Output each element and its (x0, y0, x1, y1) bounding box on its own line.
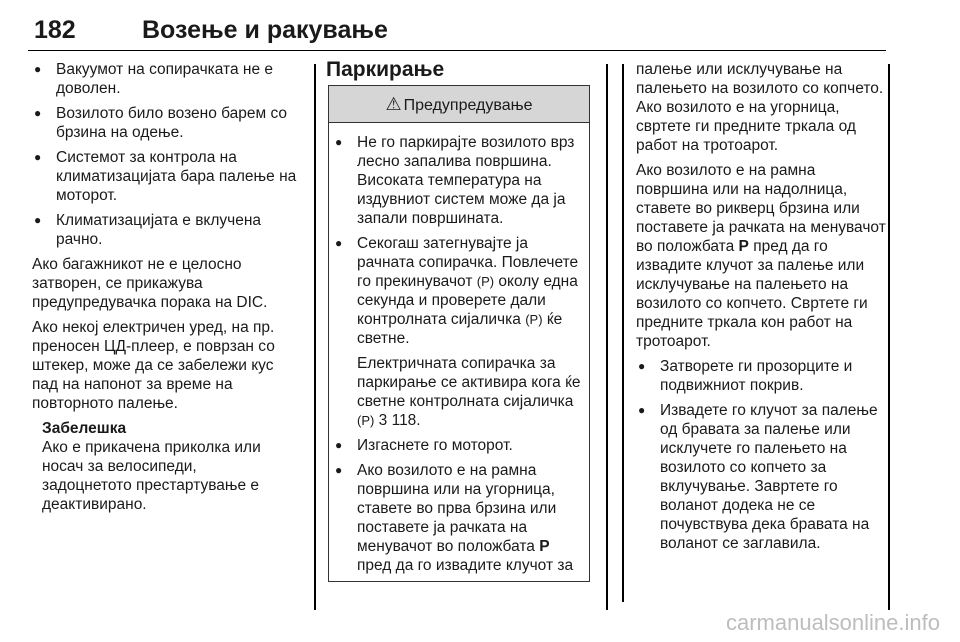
watermark: carmanualsonline.info (725, 610, 940, 635)
page-number: 182 (34, 16, 76, 44)
warning-title: Предупредување (403, 97, 533, 114)
column-divider (606, 64, 608, 610)
column-left (32, 60, 300, 514)
parking-brake-icon: (P) (357, 413, 375, 428)
column-divider (314, 64, 316, 610)
list-item: ● Системот за контрола на климатизацијата бара палење на моторот. (32, 148, 300, 205)
chapter-title: Возење и ракување (142, 16, 388, 44)
list-item: ● Секогаш затегнувајте ја рачната сопирачка. Повлечете го прекинувачот (P) околу една секунда и проверете дали контролната сијаличка (P) ќе светне. (333, 234, 583, 348)
note-line: Ако е прикачена приколка или носач за велосипеди, (42, 439, 261, 475)
column-middle (328, 60, 590, 582)
warning-body (329, 123, 589, 575)
note-title: Забелешка (42, 420, 127, 437)
list-item: ● Вакуумот на сопирачката не е доволен. (32, 60, 300, 98)
column-divider (622, 64, 624, 602)
list-item: ● Ако возилото е на рамна површина или на угорница, ставете во прва брзина или поставете ја рачката на менувачот во положбата P пред да го извадите клучот за (333, 461, 583, 575)
column-divider (888, 64, 890, 610)
warning-header (329, 86, 589, 123)
list-item: ● Изгаснете го моторот. (333, 436, 583, 455)
paragraph: Ако некој електричен уред, на пр. преносен ЦД-плеер, е поврзан со штекер, може да се забележи кус пад на напонот за време на повторното палење. (32, 319, 275, 412)
page-header (28, 14, 886, 51)
list-item: ● Не го паркирајте возилото врз лесно запалива површина. Високата температура на издувниот систем може да ја запали површината. (333, 133, 583, 228)
list-item: ● Климатизацијата е вклучена рачно. (32, 211, 300, 249)
paragraph: Ако багажникот не е целосно затворен, се прикажува предупредувачка порака на DIC. (32, 256, 268, 311)
paragraph: Ако возилото е на рамна површина или на надолница, ставете во рикверц брзина или поставете ја рачката на менувачот во положбата P пред да го извадите клучот за палење или исклучување на палењето на возилото со копчето. Свртете ги предните тркала кон работ на тротоарот. (636, 162, 886, 350)
page-ref[interactable]: 118. (391, 412, 421, 429)
list-item: ● Возилото било возено барем со брзина на одење. (32, 104, 300, 142)
page-ref-icon: 3 (378, 412, 388, 429)
gear-position: P (738, 238, 749, 255)
column-right (636, 60, 886, 559)
warning-triangle-icon: ⚠ (385, 94, 402, 114)
list-item: ● Извадете го клучот за палење од бравата за палење или исклучете го палењето на возилото со копчето за вклучување. Завртете го воланот додека не се почувствува дека бравата на воланот се заглавила. (636, 401, 886, 553)
parking-brake-icon: (P) (476, 274, 495, 289)
gear-position: P (539, 538, 550, 555)
paragraph: палење или исклучување на палењето на возилото со копчето. Ако возилото е на угорница, свртете ги предните тркала од работ на тротоарот. (636, 61, 884, 154)
note-line: задоцнетото престартување е деактивирано. (42, 477, 260, 513)
paragraph: Електричната сопирачка за паркирање се активира кога ќе светне контролната сијаличка (P) 3 118. (357, 355, 581, 429)
parking-brake-icon: (P) (525, 312, 543, 327)
section-title: Паркирање (326, 58, 445, 81)
list-item: ● Затворете ги прозорците и подвижниот покрив. (636, 357, 886, 395)
warning-box (328, 85, 590, 582)
